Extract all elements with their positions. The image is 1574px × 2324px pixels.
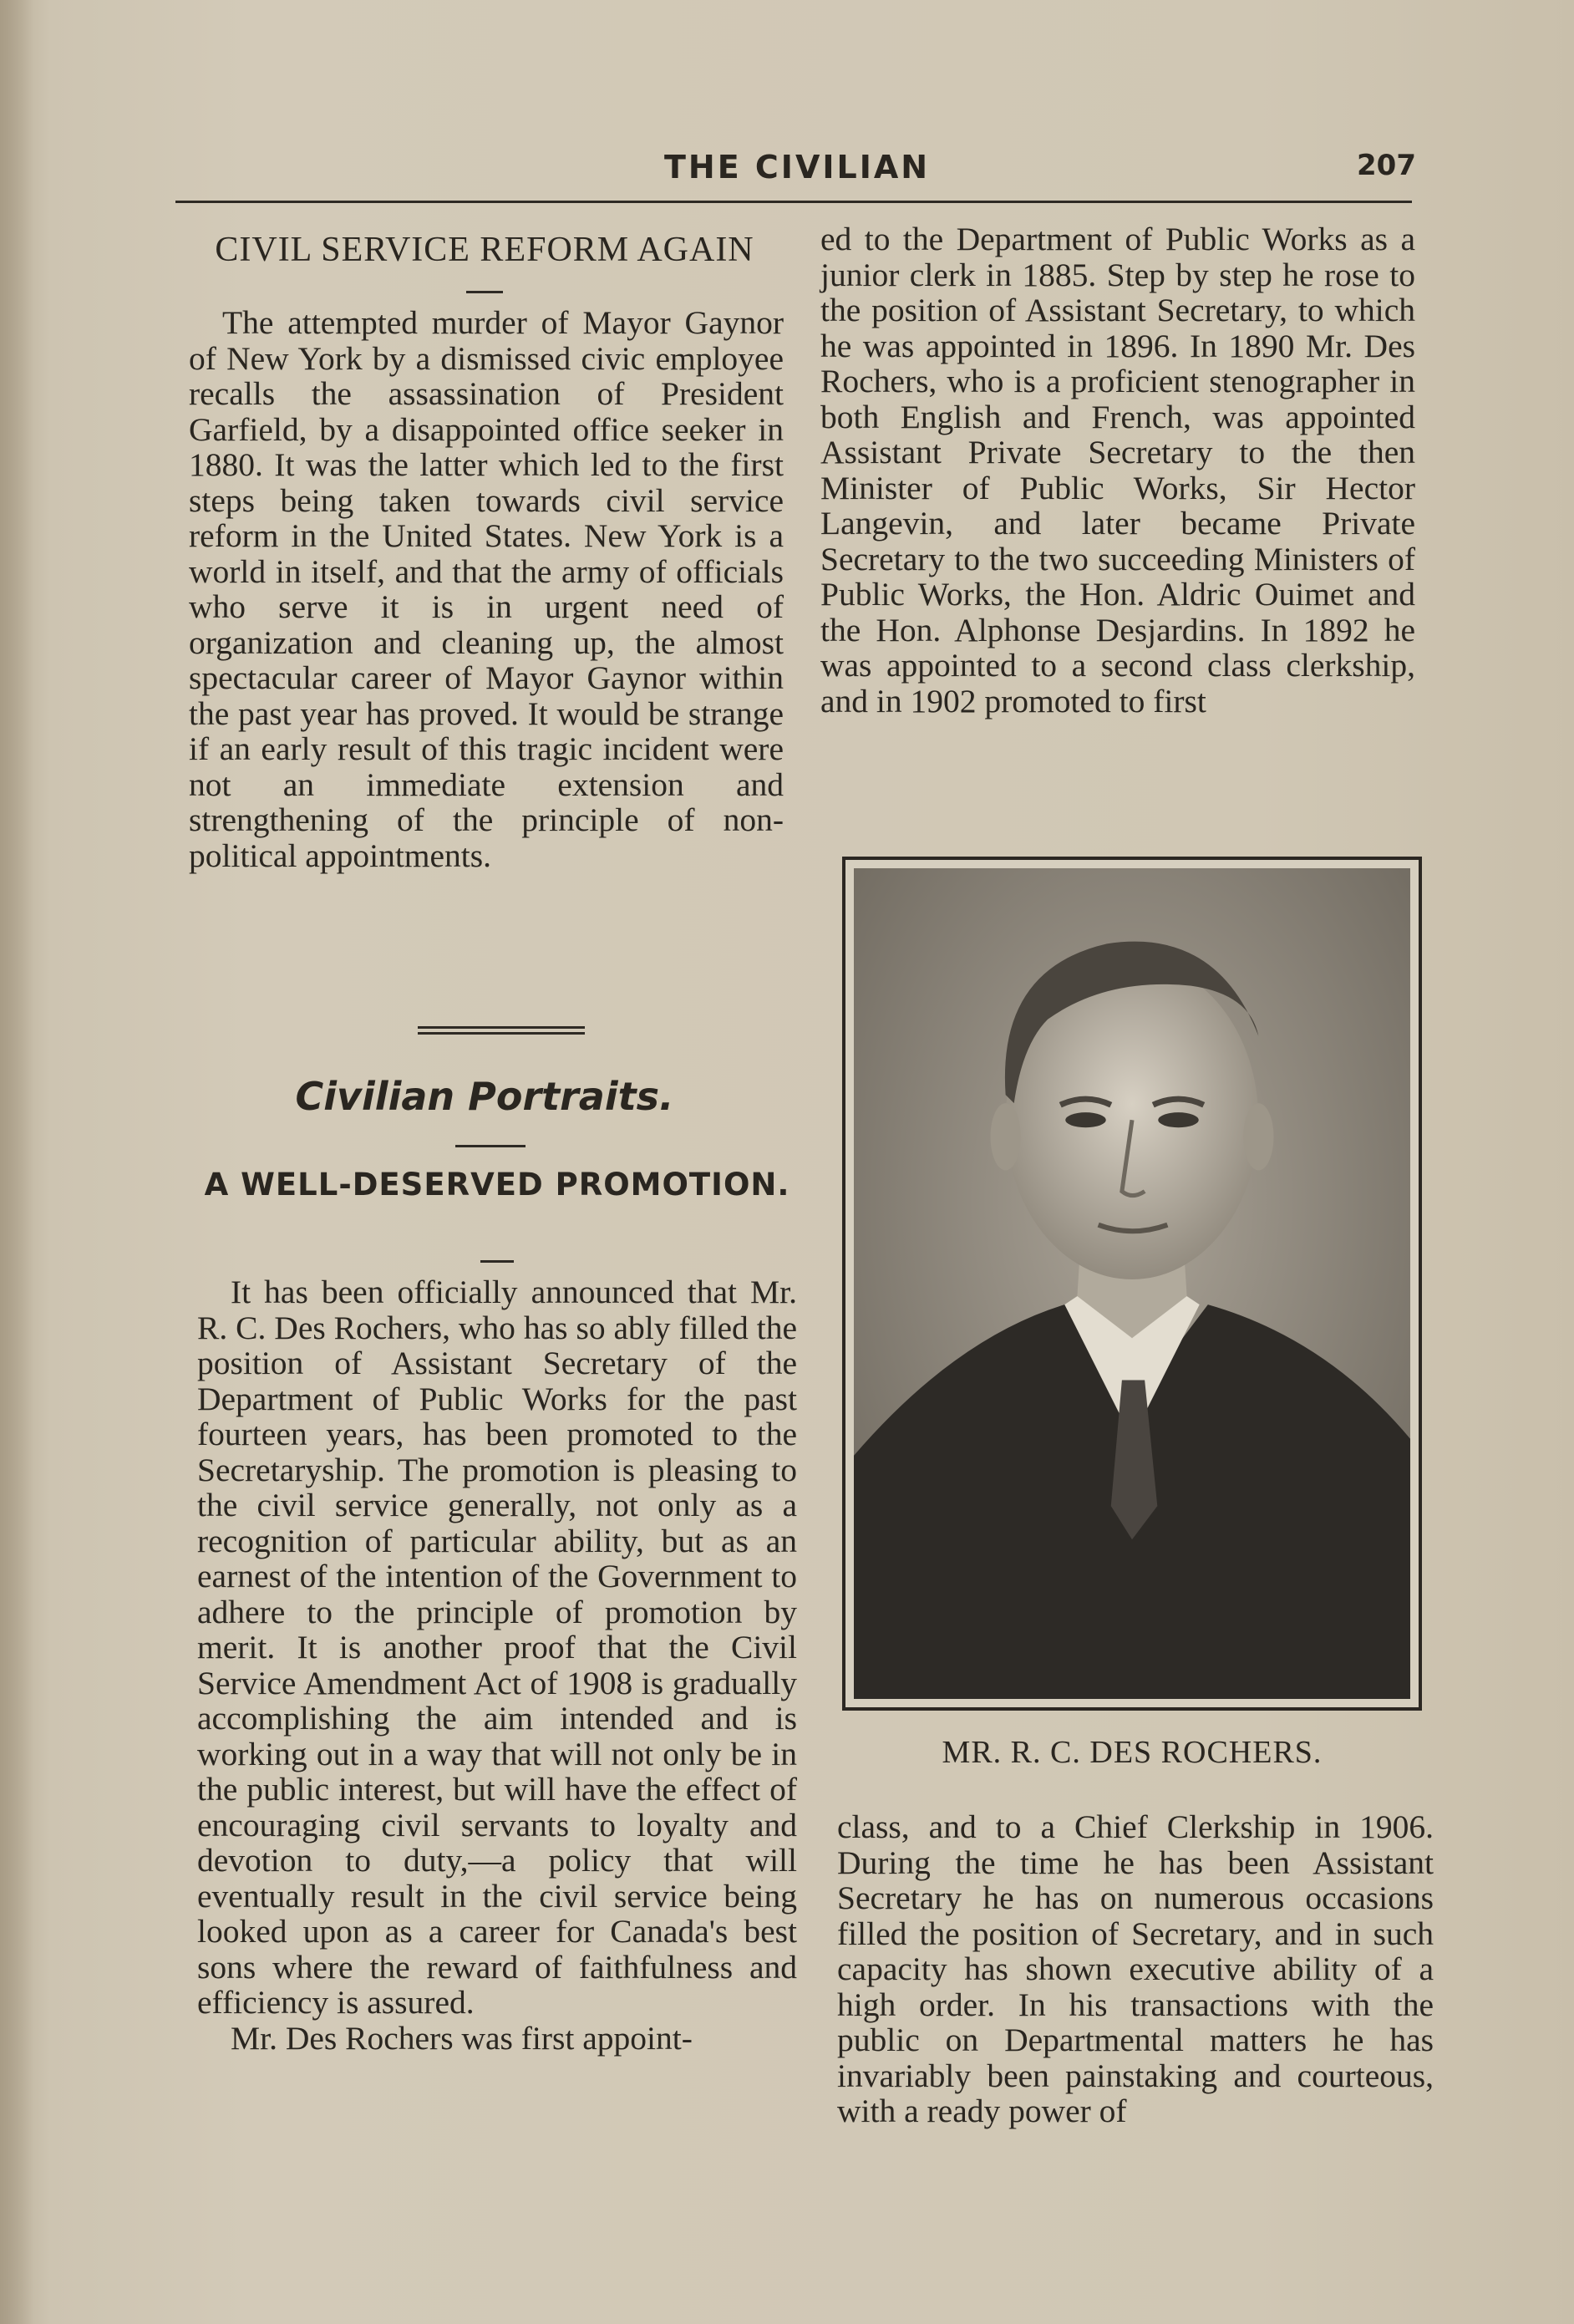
portrait-photo — [842, 857, 1422, 1711]
section-divider — [418, 1026, 585, 1035]
article-paragraph: It has been officially announced that Mr. R. C. Des Rochers, who has so ably filled the position of Assistant Secretary of the Department of Public Works for the past fourteen years, has been promoted to the Secretaryship. The promotion is pleasing to the civil service generally, not only as a recognition of particular ability, but as an earnest of the intention of the Government to adhere to the principle of promotion by merit. It is another proof that the Civil Service Amendment Act of 1908 is gradually accomplishing the aim intended and is working out in a way that will not only be in the public interest, but will have the effect of encouraging civil servants to loyalty and devotion to duty,—a policy that will eventually result in the civil service being looked upon as a career for Canada's best sons where the reward of faithfulness and efficiency is assured. — [197, 1274, 797, 2021]
promotion-article-column-1 — [197, 1274, 797, 2056]
article-title-promotion: A WELL-DESERVED PROMOTION. — [204, 1167, 790, 1203]
portrait-caption: MR. R. C. DES ROCHERS. — [942, 1735, 1323, 1770]
journal-title: THE CIVILIAN — [664, 149, 931, 186]
page-spine-shadow — [0, 0, 33, 2324]
promotion-article-column-2 — [820, 221, 1415, 719]
header-rule — [175, 201, 1412, 203]
article-divider — [480, 1260, 514, 1263]
page-number: 207 — [1357, 149, 1416, 182]
feature-divider — [455, 1145, 526, 1147]
article-paragraph: ed to the Department of Public Works as a junior clerk in 1885. Step by step he rose to the position of Assistant Secretary, to which he was appointed in 1896. In 1890 Mr. Des Rochers, who is a proficient stenographer in both English and French, was appointed Assistant Private Secretary to the then Minister of Public Works, Sir Hector Langevin, and later became Private Secretary to the two succeeding Ministers of Public Works, the Hon. Aldric Ouimet and the Hon. Alphonse Desjardins. In 1892 he was appointed to a second class clerkship, and in 1902 promoted to first — [820, 221, 1415, 720]
portrait-image — [854, 868, 1410, 1699]
feature-title: Civilian Portraits. — [295, 1074, 674, 1119]
article-paragraph: class, and to a Chief Clerkship in 1906. During the time he has been Assistant Secretary he has on numerous occasions filled the position of Secretary, and in such capacity has shown executive ability of a high order. In his transactions with the public on Departmental matters he has invariably been painstaking and courteous, with a ready power of — [837, 1808, 1434, 2129]
article-paragraph: The attempted murder of Mayor Gaynor of New York by a dismissed civic employee recalls the assassination of President Garfield, by a disappointed office seeker in 1880. It was the latter which led to the first steps being taken towards civil service reform in the United States. New York is a world in itself, and that the army of officials who serve it is in urgent need of organization and cleaning up, the almost spectacular career of Mayor Gaynor within the past year has proved. It would be strange if an early result of this tragic incident were not an immediate extension and strengthening of the principle of non-political appointments. — [189, 304, 784, 874]
running-head — [184, 142, 1416, 192]
article-body-civil-service-reform — [189, 305, 784, 873]
article-paragraph: Mr. Des Rochers was first appoint- — [231, 2019, 693, 2057]
promotion-article-column-2-continued — [837, 1809, 1434, 2129]
article-title-civil-service-reform: CIVIL SERVICE REFORM AGAIN — [215, 231, 754, 269]
title-divider — [466, 291, 503, 293]
